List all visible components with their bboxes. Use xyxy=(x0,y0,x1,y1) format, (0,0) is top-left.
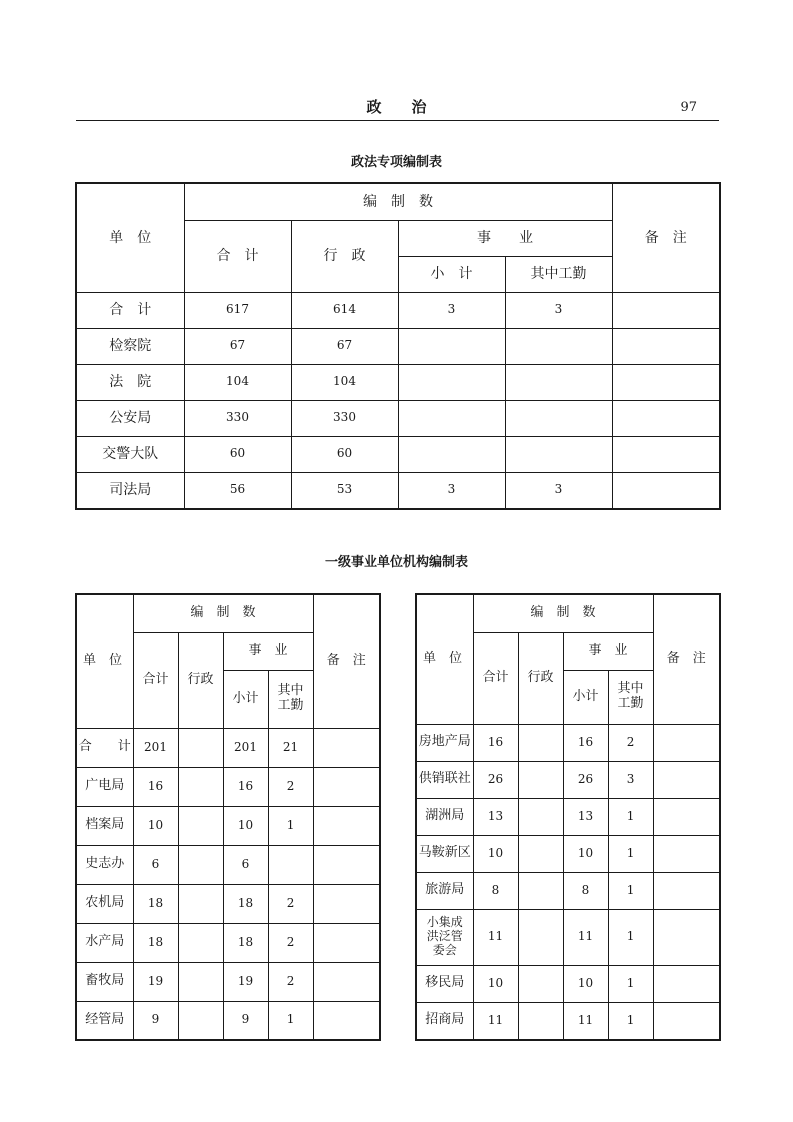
cell-note xyxy=(653,835,720,872)
cell-admin: 614 xyxy=(291,292,398,328)
header-unit: 单 位 xyxy=(76,594,133,728)
header-admin: 行政 xyxy=(178,632,223,728)
table-row xyxy=(76,962,380,1001)
header-institution: 事 业 xyxy=(223,632,313,670)
cell-unit: 移民局 xyxy=(416,965,473,1002)
cell-admin xyxy=(178,923,223,962)
cell-subtotal: 6 xyxy=(223,845,268,884)
cell-subtotal xyxy=(398,328,505,364)
cell-note xyxy=(313,962,380,1001)
cell-subtotal: 18 xyxy=(223,884,268,923)
header-total: 合计 xyxy=(473,632,518,724)
cell-total: 18 xyxy=(133,923,178,962)
header-staffing: 编 制 数 xyxy=(133,594,313,632)
table-row xyxy=(76,400,720,436)
cell-note xyxy=(612,328,720,364)
cell-note xyxy=(653,872,720,909)
cell-worker xyxy=(268,845,313,884)
header-note: 备 注 xyxy=(612,183,720,292)
table-row xyxy=(416,1002,720,1040)
header-admin: 行政 xyxy=(518,632,563,724)
table-row xyxy=(76,1001,380,1040)
table-row xyxy=(76,845,380,884)
cell-subtotal: 16 xyxy=(223,767,268,806)
header-subtotal: 小 计 xyxy=(398,256,505,292)
cell-admin xyxy=(518,872,563,909)
cell-total: 11 xyxy=(473,909,518,965)
cell-unit: 小集成洪泛管委会 xyxy=(416,909,473,965)
cell-unit: 交警大队 xyxy=(76,436,184,472)
cell-total: 16 xyxy=(133,767,178,806)
cell-worker: 2 xyxy=(268,884,313,923)
cell-unit: 农机局 xyxy=(76,884,133,923)
header-institution: 事 业 xyxy=(563,632,653,670)
cell-worker: 3 xyxy=(505,292,612,328)
cell-admin: 53 xyxy=(291,472,398,509)
cell-total: 9 xyxy=(133,1001,178,1040)
cell-unit: 经管局 xyxy=(76,1001,133,1040)
cell-subtotal: 16 xyxy=(563,724,608,761)
cell-worker: 2 xyxy=(268,923,313,962)
header-unit: 单 位 xyxy=(416,594,473,724)
cell-worker xyxy=(505,400,612,436)
cell-worker: 1 xyxy=(608,1002,653,1040)
cell-admin: 67 xyxy=(291,328,398,364)
table-row xyxy=(416,872,720,909)
header-subtotal: 小计 xyxy=(563,670,608,724)
header-worker-text: 其中工勤 xyxy=(617,681,644,711)
cell-subtotal xyxy=(398,400,505,436)
cell-admin: 104 xyxy=(291,364,398,400)
cell-admin xyxy=(178,884,223,923)
cell-unit: 档案局 xyxy=(76,806,133,845)
cell-total: 11 xyxy=(473,1002,518,1040)
cell-total: 617 xyxy=(184,292,291,328)
table-row xyxy=(76,364,720,400)
header-institution: 事 业 xyxy=(398,220,612,256)
cell-note xyxy=(653,724,720,761)
cell-admin: 60 xyxy=(291,436,398,472)
header-worker-text: 其中工勤 xyxy=(277,683,304,713)
cell-admin xyxy=(518,835,563,872)
page-number: 97 xyxy=(680,100,697,115)
cell-subtotal: 9 xyxy=(223,1001,268,1040)
cell-total: 26 xyxy=(473,761,518,798)
cell-admin xyxy=(518,965,563,1002)
page-header-title: 政 治 xyxy=(366,98,427,116)
cell-total: 16 xyxy=(473,724,518,761)
cell-total: 18 xyxy=(133,884,178,923)
cell-total: 6 xyxy=(133,845,178,884)
cell-worker: 21 xyxy=(268,728,313,767)
cell-unit: 法 院 xyxy=(76,364,184,400)
cell-subtotal: 8 xyxy=(563,872,608,909)
table-row xyxy=(76,806,380,845)
table-row xyxy=(76,884,380,923)
cell-worker: 1 xyxy=(268,806,313,845)
cell-unit: 旅游局 xyxy=(416,872,473,909)
table-row xyxy=(416,835,720,872)
cell-worker: 3 xyxy=(608,761,653,798)
cell-unit: 招商局 xyxy=(416,1002,473,1040)
table-row xyxy=(416,798,720,835)
table-row xyxy=(76,292,720,328)
cell-total: 10 xyxy=(133,806,178,845)
cell-total: 10 xyxy=(473,965,518,1002)
cell-worker: 3 xyxy=(505,472,612,509)
cell-worker: 1 xyxy=(608,965,653,1002)
cell-subtotal: 3 xyxy=(398,292,505,328)
cell-unit: 湖洲局 xyxy=(416,798,473,835)
cell-total: 8 xyxy=(473,872,518,909)
cell-total: 10 xyxy=(473,835,518,872)
table-row xyxy=(416,909,720,965)
cell-admin xyxy=(178,962,223,1001)
table-row xyxy=(76,328,720,364)
table-row xyxy=(76,436,720,472)
header-worker: 其中工勤 xyxy=(505,256,612,292)
cell-admin xyxy=(518,761,563,798)
cell-subtotal: 10 xyxy=(563,965,608,1002)
cell-worker: 1 xyxy=(268,1001,313,1040)
cell-note xyxy=(612,436,720,472)
cell-subtotal: 18 xyxy=(223,923,268,962)
political-legal-staffing-table xyxy=(75,182,721,510)
cell-note xyxy=(653,798,720,835)
table1-caption: 政法专项编制表 xyxy=(350,155,442,170)
cell-admin xyxy=(178,767,223,806)
table-row xyxy=(76,472,720,509)
cell-worker: 1 xyxy=(608,909,653,965)
cell-subtotal: 201 xyxy=(223,728,268,767)
cell-unit: 史志办 xyxy=(76,845,133,884)
cell-unit: 合 计 xyxy=(76,728,133,767)
cell-total: 19 xyxy=(133,962,178,1001)
cell-admin: 330 xyxy=(291,400,398,436)
cell-note xyxy=(313,884,380,923)
cell-note xyxy=(653,909,720,965)
header-rule xyxy=(76,120,719,121)
cell-worker: 1 xyxy=(608,835,653,872)
cell-subtotal: 11 xyxy=(563,1002,608,1040)
cell-subtotal: 11 xyxy=(563,909,608,965)
cell-note xyxy=(612,472,720,509)
header-unit: 单 位 xyxy=(76,183,184,292)
table-row xyxy=(416,965,720,1002)
cell-note xyxy=(313,806,380,845)
cell-admin xyxy=(518,798,563,835)
cell-note xyxy=(313,845,380,884)
table-row xyxy=(76,728,380,767)
cell-subtotal xyxy=(398,436,505,472)
cell-admin xyxy=(178,1001,223,1040)
header-worker xyxy=(608,670,653,724)
cell-unit: 广电局 xyxy=(76,767,133,806)
institution-staffing-table-right xyxy=(415,593,721,1041)
table2-caption: 一级事业单位机构编制表 xyxy=(324,555,468,570)
cell-note xyxy=(653,1002,720,1040)
cell-unit: 畜牧局 xyxy=(76,962,133,1001)
cell-subtotal: 13 xyxy=(563,798,608,835)
cell-worker: 2 xyxy=(268,767,313,806)
institution-staffing-table-left xyxy=(75,593,381,1041)
cell-note xyxy=(313,728,380,767)
cell-subtotal: 3 xyxy=(398,472,505,509)
cell-note xyxy=(653,761,720,798)
header-note: 备 注 xyxy=(653,594,720,724)
cell-worker xyxy=(505,328,612,364)
cell-subtotal: 10 xyxy=(563,835,608,872)
cell-note xyxy=(653,965,720,1002)
header-subtotal: 小计 xyxy=(223,670,268,728)
cell-unit: 马鞍新区 xyxy=(416,835,473,872)
header-total: 合计 xyxy=(133,632,178,728)
cell-unit: 司法局 xyxy=(76,472,184,509)
cell-total: 60 xyxy=(184,436,291,472)
cell-admin xyxy=(518,724,563,761)
cell-note xyxy=(612,400,720,436)
table-row xyxy=(76,923,380,962)
cell-worker xyxy=(505,436,612,472)
cell-subtotal xyxy=(398,364,505,400)
cell-admin xyxy=(178,845,223,884)
header-note: 备 注 xyxy=(313,594,380,728)
cell-note xyxy=(313,1001,380,1040)
header-staffing: 编 制 数 xyxy=(473,594,653,632)
cell-worker: 2 xyxy=(608,724,653,761)
cell-worker: 1 xyxy=(608,798,653,835)
cell-unit: 供销联社 xyxy=(416,761,473,798)
header-staffing: 编 制 数 xyxy=(184,183,612,220)
table-row xyxy=(416,761,720,798)
cell-note xyxy=(313,923,380,962)
cell-unit: 合 计 xyxy=(76,292,184,328)
cell-worker: 2 xyxy=(268,962,313,1001)
cell-total: 56 xyxy=(184,472,291,509)
cell-unit: 房地产局 xyxy=(416,724,473,761)
header-worker xyxy=(268,670,313,728)
cell-total: 330 xyxy=(184,400,291,436)
cell-worker xyxy=(505,364,612,400)
cell-subtotal: 26 xyxy=(563,761,608,798)
cell-subtotal: 10 xyxy=(223,806,268,845)
cell-admin xyxy=(518,909,563,965)
cell-note xyxy=(612,364,720,400)
header-admin: 行 政 xyxy=(291,220,398,292)
cell-total: 67 xyxy=(184,328,291,364)
cell-worker: 1 xyxy=(608,872,653,909)
cell-admin xyxy=(178,728,223,767)
cell-unit: 公安局 xyxy=(76,400,184,436)
cell-subtotal: 19 xyxy=(223,962,268,1001)
header-total: 合 计 xyxy=(184,220,291,292)
table-row xyxy=(76,767,380,806)
table-row xyxy=(416,724,720,761)
cell-unit: 检察院 xyxy=(76,328,184,364)
cell-admin xyxy=(178,806,223,845)
cell-admin xyxy=(518,1002,563,1040)
cell-total: 104 xyxy=(184,364,291,400)
cell-total: 201 xyxy=(133,728,178,767)
cell-note xyxy=(612,292,720,328)
cell-note xyxy=(313,767,380,806)
cell-unit: 水产局 xyxy=(76,923,133,962)
cell-total: 13 xyxy=(473,798,518,835)
